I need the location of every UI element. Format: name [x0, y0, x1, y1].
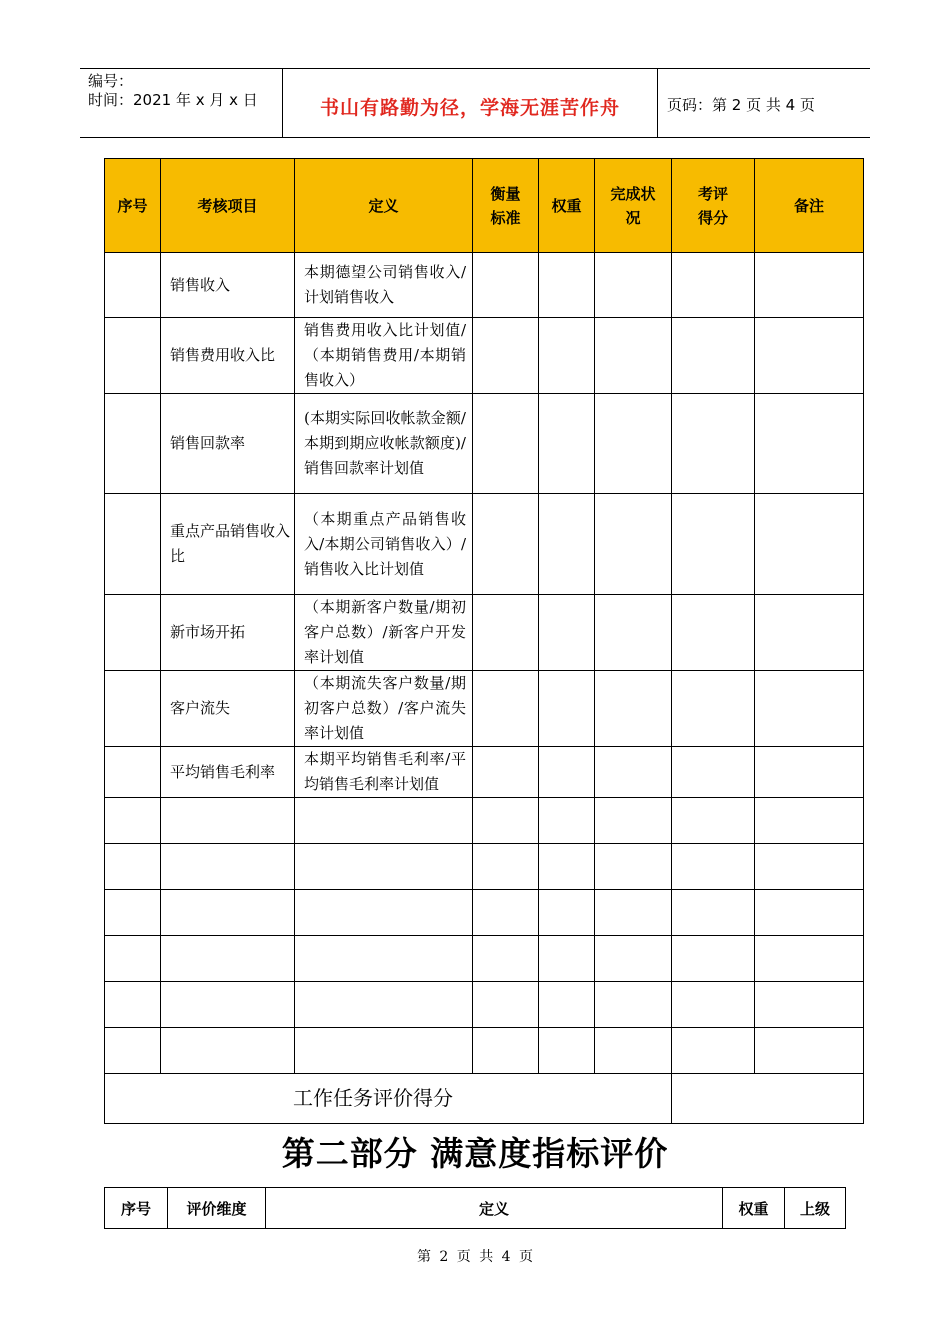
sat-header-seq: 序号: [105, 1188, 168, 1229]
header-motto-cell: [282, 69, 658, 137]
empty-row: [105, 798, 864, 844]
satisfaction-table: [104, 1187, 846, 1229]
cell-remarks: [755, 671, 864, 747]
table-row: [105, 747, 864, 798]
cell-remarks: [755, 318, 864, 394]
header-item: 考核项目: [161, 159, 295, 253]
cell-remarks: [755, 747, 864, 798]
empty-cell: [755, 844, 864, 890]
empty-cell: [105, 936, 161, 982]
cell-remarks: [755, 394, 864, 494]
empty-cell: [539, 844, 595, 890]
cell-status: [595, 394, 672, 494]
empty-cell: [755, 982, 864, 1028]
cell-status: [595, 595, 672, 671]
empty-cell: [473, 890, 539, 936]
total-label: 工作任务评价得分: [105, 1074, 672, 1124]
cell-weight: [539, 494, 595, 595]
empty-cell: [672, 936, 755, 982]
header-meta: [80, 69, 282, 137]
cell-score: [672, 494, 755, 595]
empty-cell: [672, 890, 755, 936]
cell-item: 平均销售毛利率: [161, 747, 295, 798]
sat-header-definition: 定义: [266, 1188, 723, 1229]
cell-standard: [473, 253, 539, 318]
empty-cell: [473, 936, 539, 982]
cell-score: [672, 253, 755, 318]
table-row: [105, 671, 864, 747]
cell-standard: [473, 747, 539, 798]
empty-cell: [161, 844, 295, 890]
section2-title: 第二部分 满意度指标评价: [281, 1134, 669, 1173]
cell-item: 客户流失: [161, 671, 295, 747]
cell-seq: [105, 253, 161, 318]
empty-cell: [161, 936, 295, 982]
empty-row: [105, 936, 864, 982]
cell-definition: （本期重点产品销售收入/本期公司销售收入）/销售收入比计划值: [295, 494, 473, 595]
cell-item: 新市场开拓: [161, 595, 295, 671]
cell-item: 重点产品销售收入比: [161, 494, 295, 595]
cell-seq: [105, 494, 161, 595]
header-status-text: 完成状况: [610, 184, 656, 227]
empty-row: [105, 1028, 864, 1074]
empty-cell: [295, 890, 473, 936]
empty-cell: [672, 844, 755, 890]
cell-seq: [105, 318, 161, 394]
empty-cell: [595, 890, 672, 936]
empty-cell: [161, 798, 295, 844]
empty-cell: [539, 798, 595, 844]
cell-status: [595, 747, 672, 798]
cell-standard: [473, 394, 539, 494]
empty-cell: [755, 798, 864, 844]
empty-cell: [595, 798, 672, 844]
cell-definition: （本期流失客户数量/期初客户总数）/客户流失率计划值: [295, 671, 473, 747]
header-seq: 序号: [105, 159, 161, 253]
cell-remarks: [755, 253, 864, 318]
empty-cell: [161, 890, 295, 936]
sat-header-dimension: 评价维度: [168, 1188, 266, 1229]
header-remarks: 备注: [755, 159, 864, 253]
empty-cell: [539, 890, 595, 936]
cell-seq: [105, 747, 161, 798]
empty-cell: [295, 936, 473, 982]
empty-cell: [595, 982, 672, 1028]
cell-standard: [473, 595, 539, 671]
total-value-cell: [672, 1074, 864, 1124]
cell-item: 销售收入: [161, 253, 295, 318]
cell-status: [595, 318, 672, 394]
empty-cell: [105, 982, 161, 1028]
table-row: [105, 595, 864, 671]
empty-cell: [539, 1028, 595, 1074]
empty-cell: [672, 982, 755, 1028]
header-definition: 定义: [295, 159, 473, 253]
cell-definition: （本期新客户数量/期初客户总数）/新客户开发率计划值: [295, 595, 473, 671]
empty-row: [105, 844, 864, 890]
header-page-cell: [657, 69, 870, 137]
header-standard: [473, 159, 539, 253]
empty-cell: [672, 1028, 755, 1074]
header-score: [672, 159, 755, 253]
empty-cell: [473, 1028, 539, 1074]
cell-standard: [473, 318, 539, 394]
empty-row: [105, 982, 864, 1028]
cell-standard: [473, 494, 539, 595]
empty-cell: [105, 890, 161, 936]
cell-definition: 本期平均销售毛利率/平均销售毛利率计划值: [295, 747, 473, 798]
cell-remarks: [755, 494, 864, 595]
number-label: 编号：: [88, 72, 134, 90]
empty-cell: [473, 798, 539, 844]
empty-cell: [105, 798, 161, 844]
header-weight: 权重: [539, 159, 595, 253]
header-status: [595, 159, 672, 253]
empty-cell: [161, 1028, 295, 1074]
empty-cell: [755, 936, 864, 982]
total-row: [105, 1074, 864, 1124]
table-row: [105, 394, 864, 494]
satisfaction-header-row: [105, 1188, 846, 1229]
page-footer: 第 2 页 共 4 页: [416, 1249, 534, 1265]
cell-weight: [539, 671, 595, 747]
table-header-row: [105, 159, 864, 253]
motto: 书山有路勤为径，学海无涯苦作舟: [319, 97, 620, 119]
cell-definition: 本期德望公司销售收入/计划销售收入: [295, 253, 473, 318]
assessment-table: [104, 158, 864, 1124]
empty-cell: [595, 1028, 672, 1074]
cell-status: [595, 494, 672, 595]
empty-cell: [105, 1028, 161, 1074]
cell-remarks: [755, 595, 864, 671]
empty-cell: [539, 936, 595, 982]
cell-seq: [105, 394, 161, 494]
sat-header-weight: 权重: [723, 1188, 785, 1229]
cell-weight: [539, 394, 595, 494]
cell-definition: (本期实际回收帐款金额/本期到期应收帐款额度)/销售回款率计划值: [295, 394, 473, 494]
header-score-text: 考评得分: [697, 184, 728, 227]
table-row: [105, 318, 864, 394]
empty-cell: [295, 798, 473, 844]
page-header: [80, 68, 870, 138]
empty-cell: [295, 1028, 473, 1074]
header-standard-text: 衡量标准: [490, 184, 521, 227]
cell-score: [672, 747, 755, 798]
sat-header-superior: 上级: [785, 1188, 846, 1229]
cell-weight: [539, 747, 595, 798]
cell-weight: [539, 318, 595, 394]
cell-weight: [539, 595, 595, 671]
cell-item: 销售回款率: [161, 394, 295, 494]
empty-cell: [161, 982, 295, 1028]
empty-cell: [473, 844, 539, 890]
table-row: [105, 494, 864, 595]
cell-definition: 销售费用收入比计划值/（本期销售费用/本期销售收入）: [295, 318, 473, 394]
empty-cell: [595, 936, 672, 982]
empty-cell: [295, 982, 473, 1028]
cell-seq: [105, 595, 161, 671]
cell-item: 销售费用收入比: [161, 318, 295, 394]
cell-score: [672, 671, 755, 747]
empty-cell: [105, 844, 161, 890]
empty-cell: [473, 982, 539, 1028]
cell-weight: [539, 253, 595, 318]
empty-cell: [672, 798, 755, 844]
empty-cell: [295, 844, 473, 890]
cell-seq: [105, 671, 161, 747]
cell-score: [672, 394, 755, 494]
empty-cell: [539, 982, 595, 1028]
empty-cell: [755, 890, 864, 936]
time-label: 时间：2021 年 x 月 x 日: [88, 91, 258, 109]
empty-cell: [755, 1028, 864, 1074]
cell-status: [595, 671, 672, 747]
table-row: [105, 253, 864, 318]
cell-score: [672, 595, 755, 671]
empty-row: [105, 890, 864, 936]
empty-cell: [595, 844, 672, 890]
page-label: 页码：第 2 页 共 4 页: [667, 96, 815, 114]
cell-standard: [473, 671, 539, 747]
cell-score: [672, 318, 755, 394]
cell-status: [595, 253, 672, 318]
